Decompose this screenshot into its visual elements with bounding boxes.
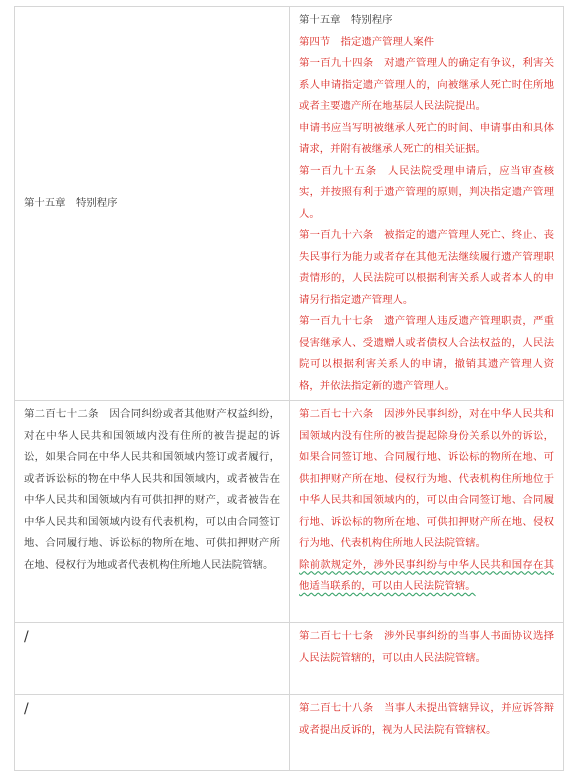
table-cell-new [290, 401, 564, 623]
article-197: 第一百九十七条 遗产管理人违反遗产管理职责，严重侵害继承人、受遗赠人或者债权人合法权益的，人民法院可以根据利害关系人的申请，撤销其遗产管理人资格，并依法指定新的遗产管理人。 [299, 315, 554, 392]
article-195: 第一百九十五条 人民法院受理申请后，应当审查核实，并按照有利于遗产管理的原则，判决指定遗产管理人。 [299, 164, 554, 220]
section-title: 第四节 指定遗产管理人案件 [299, 35, 435, 48]
article-276-added-para: 除前款规定外，涉外民事纠纷与中华人民共和国存在其他适当联系的，可以由人民法院管辖。 [299, 558, 554, 592]
article-196: 第一百九十六条 被指定的遗产管理人死亡、终止、丧失民事行为能力或者存在其他无法继续履行遗产管理职责情形的，人民法院可以根据利害关系人或者本人的申请另行指定遗产管理人。 [299, 229, 554, 306]
article-278: 第二百七十八条 当事人未提出管辖异议，并应诉答辩或者提出反诉的，视为人民法院有管辖权。 [299, 702, 554, 736]
table-cell-old [15, 623, 290, 695]
table-row [15, 401, 564, 623]
old-chapter-title: 第十五章 特别程序 [24, 196, 118, 209]
table-cell-old [15, 7, 290, 401]
article-276: 第二百七十六条 因涉外民事纠纷，对在中华人民共和国领域内没有住所的被告提起除身份关系以外的诉讼，如果合同签订地、合同履行地、诉讼标的物所在地、可供扣押财产所在地、侵权行为地、代表机构住所地位于中华人民共和国领域内的，可以由合同签订地、合同履行地、诉讼标的物所在地、可供扣押财产所在地、侵权行为地、代表机构住所地人民法院管辖。 [299, 408, 554, 549]
table-cell-old [15, 695, 290, 771]
table-row [15, 623, 564, 695]
table-cell-old [15, 401, 290, 623]
article-272-old: 第二百七十二条 因合同纠纷或者其他财产权益纠纷，对在中华人民共和国领域内没有住所的被告提起的诉讼，如果合同在中华人民共和国领域内签订或者履行，或者诉讼标的物在中华人民共和国领域内，或者被告在中华人民共和国领域内有可供扣押的财产，或者被告在中华人民共和国领域内设有代表机构，可以由合同签订地、合同履行地、诉讼标的物所在地、可供扣押财产所在地、侵权行为地或者代表机构住所地人民法院管辖。 [24, 408, 280, 571]
table-cell-new [290, 7, 564, 401]
empty-slash: / [24, 629, 29, 645]
table-row [15, 695, 564, 771]
table-cell-new [290, 623, 564, 695]
comparison-table [14, 6, 564, 771]
table-row [15, 7, 564, 401]
article-194-para-2: 申请书应当写明被继承人死亡的时间、申请事由和具体请求，并附有被继承人死亡的相关证据。 [299, 121, 554, 155]
new-chapter-title: 第十五章 特别程序 [299, 14, 393, 26]
article-194: 第一百九十四条 对遗产管理人的确定有争议，利害关系人申请指定遗产管理人的，向被继承人死亡时住所地或者主要遗产所在地基层人民法院提出。 [299, 57, 554, 112]
table-cell-new [290, 695, 564, 771]
article-277: 第二百七十七条 涉外民事纠纷的当事人书面协议选择人民法院管辖的，可以由人民法院管辖。 [299, 630, 554, 664]
empty-slash: / [24, 701, 29, 717]
